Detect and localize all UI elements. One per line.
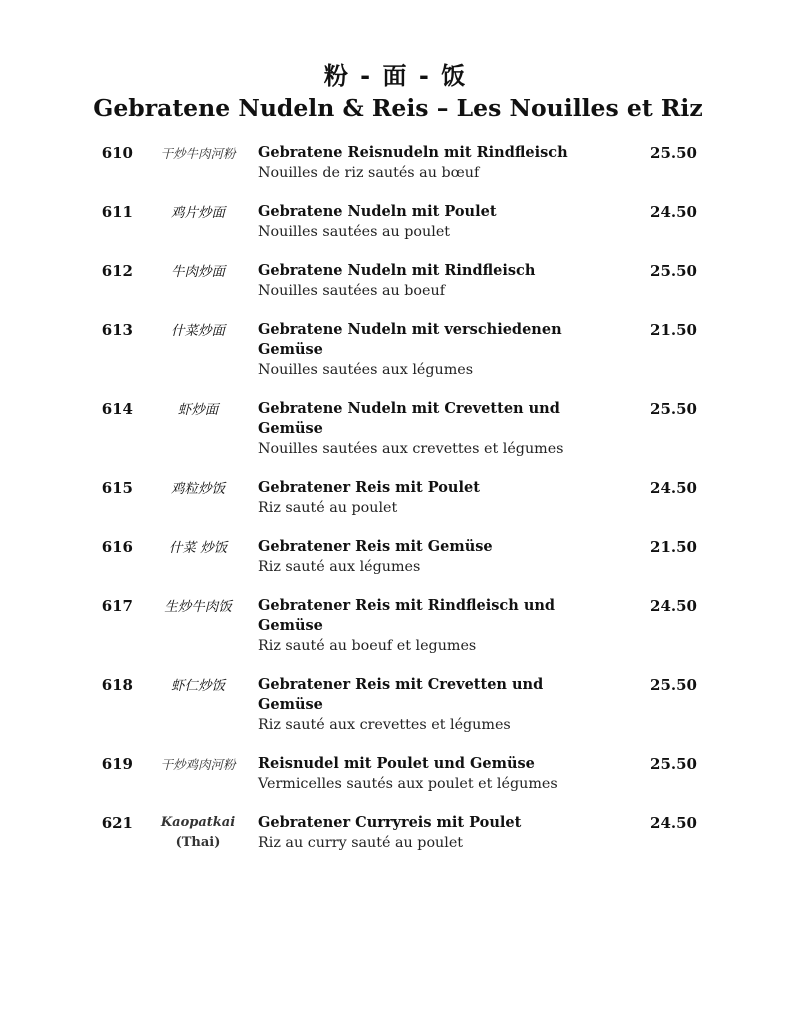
item-origin: (Thai) bbox=[175, 835, 221, 850]
item-name-de: Gebratener Reis mit Crevetten und Gemüse bbox=[258, 676, 544, 713]
menu-item bbox=[0, 675, 791, 735]
menu-item bbox=[0, 813, 791, 853]
item-price: 24.50 bbox=[650, 814, 697, 832]
chinese-title: 粉 - 面 - 饭 bbox=[323, 62, 468, 90]
item-number: 612 bbox=[101, 262, 133, 280]
item-number: 611 bbox=[101, 203, 133, 221]
item-name-de: Gebratener Reis mit Poulet bbox=[258, 479, 480, 496]
item-price: 25.50 bbox=[650, 676, 697, 694]
item-number: 616 bbox=[101, 538, 133, 556]
item-chinese-text: 干炒鸡肉河粉 bbox=[160, 757, 236, 772]
item-name-fr: Nouilles de riz sautés au bœuf bbox=[258, 165, 480, 181]
item-name-fr: Nouilles sautées aux légumes bbox=[258, 362, 474, 378]
item-price: 24.50 bbox=[650, 479, 697, 497]
item-name-de: Reisnudel mit Poulet und Gemüse bbox=[258, 755, 535, 772]
menu-list bbox=[0, 143, 791, 872]
item-number: 615 bbox=[101, 479, 133, 497]
item-chinese-text: 鸡粒炒饭 bbox=[171, 481, 225, 497]
item-number: 618 bbox=[101, 676, 133, 694]
item-description bbox=[258, 537, 608, 577]
item-description bbox=[258, 202, 608, 242]
item-name-de: Gebratener Reis mit Rindfleisch und Gemüse bbox=[258, 597, 556, 634]
menu-item bbox=[0, 261, 791, 301]
item-description bbox=[258, 399, 608, 459]
item-number: 617 bbox=[101, 597, 133, 615]
item-description bbox=[258, 478, 608, 518]
item-name-fr: Riz sauté aux légumes bbox=[258, 559, 421, 575]
menu-item bbox=[0, 202, 791, 242]
item-price: 25.50 bbox=[650, 262, 697, 280]
item-chinese-text: 生炒牛肉饭 bbox=[164, 599, 232, 615]
item-price: 25.50 bbox=[650, 144, 697, 162]
item-chinese-text: 什菜 炒饭 bbox=[168, 540, 228, 556]
item-chinese-name bbox=[140, 675, 256, 697]
item-description bbox=[258, 596, 608, 656]
item-chinese-name bbox=[140, 754, 256, 776]
menu-item bbox=[0, 537, 791, 577]
page-title: Gebratene Nudeln & Reis – Les Nouilles et Riz bbox=[93, 94, 703, 122]
item-name-fr: Riz au curry sauté au poulet bbox=[258, 835, 464, 851]
item-chinese-name bbox=[140, 478, 256, 500]
item-name-de: Gebratene Reisnudeln mit Rindfleisch bbox=[258, 144, 568, 161]
item-name-de: Gebratene Nudeln mit verschiedenen Gemüse bbox=[258, 321, 562, 358]
item-chinese-text: 什菜炒面 bbox=[171, 323, 225, 339]
item-price: 21.50 bbox=[650, 538, 697, 556]
menu-item bbox=[0, 596, 791, 656]
item-name-fr: Riz sauté aux crevettes et légumes bbox=[258, 717, 511, 733]
item-name-de: Gebratener Reis mit Gemüse bbox=[258, 538, 493, 555]
item-chinese-name bbox=[140, 143, 256, 165]
item-chinese-text: 干炒牛肉河粉 bbox=[160, 146, 236, 161]
item-chinese-name bbox=[140, 537, 256, 559]
menu-item bbox=[0, 399, 791, 459]
item-chinese-text: Kaopatkai bbox=[160, 815, 236, 830]
item-number: 610 bbox=[101, 144, 133, 162]
item-number: 621 bbox=[101, 814, 133, 832]
item-name-de: Gebratene Nudeln mit Rindfleisch bbox=[258, 262, 536, 279]
item-price: 24.50 bbox=[650, 597, 697, 615]
item-name-de: Gebratener Curryreis mit Poulet bbox=[258, 814, 522, 831]
item-description bbox=[258, 754, 608, 794]
item-number: 619 bbox=[101, 755, 133, 773]
item-name-fr: Nouilles sautées aux crevettes et légumes bbox=[258, 441, 564, 457]
item-price: 25.50 bbox=[650, 755, 697, 773]
item-chinese-name bbox=[140, 813, 256, 853]
item-name-fr: Vermicelles sautés aux poulet et légumes bbox=[258, 776, 558, 792]
item-name-fr: Riz sauté au poulet bbox=[258, 500, 398, 516]
item-chinese-name bbox=[140, 596, 256, 618]
item-name-fr: Riz sauté au boeuf et legumes bbox=[258, 638, 477, 654]
menu-item bbox=[0, 320, 791, 380]
item-description bbox=[258, 261, 608, 301]
item-description bbox=[258, 143, 608, 183]
item-chinese-name bbox=[140, 320, 256, 342]
menu-item bbox=[0, 143, 791, 183]
item-description bbox=[258, 813, 608, 853]
item-name-fr: Nouilles sautées au poulet bbox=[258, 224, 451, 240]
item-chinese-text: 牛肉炒面 bbox=[171, 264, 225, 280]
item-description bbox=[258, 675, 608, 735]
item-chinese-text: 鸡片炒面 bbox=[171, 205, 225, 221]
item-chinese-name bbox=[140, 202, 256, 224]
item-name-de: Gebratene Nudeln mit Poulet bbox=[258, 203, 497, 220]
item-price: 24.50 bbox=[650, 203, 697, 221]
item-price: 21.50 bbox=[650, 321, 697, 339]
item-name-fr: Nouilles sautées au boeuf bbox=[258, 283, 445, 299]
item-price: 25.50 bbox=[650, 400, 697, 418]
item-chinese-text: 虾炒面 bbox=[177, 402, 219, 418]
menu-item bbox=[0, 754, 791, 794]
item-chinese-text: 虾仁炒饭 bbox=[171, 678, 225, 694]
menu-item bbox=[0, 478, 791, 518]
item-name-de: Gebratene Nudeln mit Crevetten und Gemüse bbox=[258, 400, 560, 437]
item-description bbox=[258, 320, 608, 380]
item-chinese-name bbox=[140, 261, 256, 283]
item-number: 613 bbox=[101, 321, 133, 339]
item-number: 614 bbox=[101, 400, 133, 418]
item-chinese-name bbox=[140, 399, 256, 421]
